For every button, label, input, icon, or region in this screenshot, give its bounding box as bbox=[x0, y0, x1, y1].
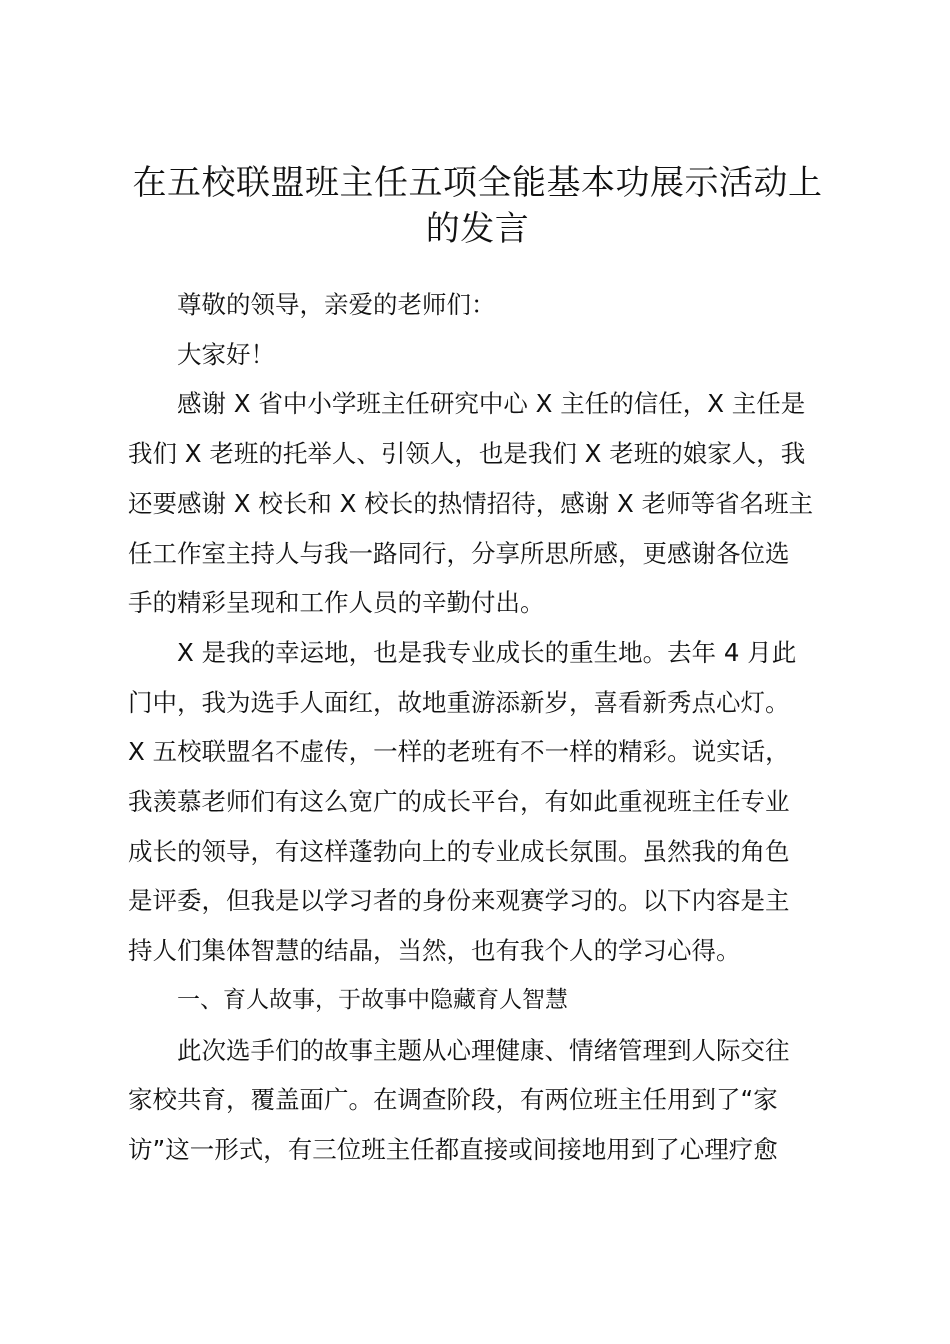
section-heading: 一、育人故事，于故事中隐藏育人智慧 bbox=[177, 986, 568, 1013]
paragraph-line: 是评委，但我是以学习者的身份来观赛学习的。以下内容是主 bbox=[128, 886, 790, 916]
paragraph-line: 持人们集体智慧的结晶，当然，也有我个人的学习心得。 bbox=[128, 936, 741, 966]
paragraph-line: 成长的领导，有这样蓬勃向上的专业成长氛围。虽然我的角色 bbox=[128, 836, 790, 866]
paragraph-line: 还要感谢 X 校长和 X 校长的热情招待，感谢 X 老师等省名班主 bbox=[128, 488, 814, 518]
paragraph-line: 任工作室主持人与我一路同行，分享所思所感，更感谢各位选 bbox=[128, 538, 790, 568]
paragraph bbox=[128, 379, 833, 628]
paragraph-line: 手的精彩呈现和工作人员的辛勤付出。 bbox=[128, 588, 545, 618]
paragraph-line: X 是我的幸运地，也是我专业成长的重生地。去年 4 月此 bbox=[177, 637, 797, 667]
paragraph-line: 此次选手们的故事主题从心理健康、情绪管理到人际交往 bbox=[177, 1035, 790, 1065]
paragraph-line: X 五校联盟名不虚传，一样的老班有不一样的精彩。说实话， bbox=[128, 737, 790, 767]
paragraph bbox=[128, 628, 833, 976]
paragraph-line: 访”这一形式，有三位班主任都直接或间接地用到了心理疗愈 bbox=[128, 1134, 778, 1164]
paragraph-line: 我们 X 老班的托举人、引领人，也是我们 X 老班的娘家人，我 bbox=[128, 439, 806, 469]
document-title bbox=[120, 160, 835, 252]
paragraph-line: 我羡慕老师们有这么宽广的成长平台，有如此重视班主任专业 bbox=[128, 787, 790, 817]
paragraph-line: 家校共育，覆盖面广。在调查阶段，有两位班主任用到了“家 bbox=[128, 1085, 778, 1115]
title-line: 的发言 bbox=[425, 209, 530, 249]
salutation: 尊敬的领导，亲爱的老师们： bbox=[177, 290, 496, 319]
paragraph bbox=[128, 1026, 833, 1175]
paragraph-line: 感谢 X 省中小学班主任研究中心 X 主任的信任，X 主任是 bbox=[177, 389, 806, 419]
greeting: 大家好！ bbox=[177, 339, 275, 369]
paragraph-line: 门中，我为选手人面红，故地重游添新岁，喜看新秀点心灯。 bbox=[128, 687, 790, 717]
document-body bbox=[128, 280, 833, 1175]
title-line: 在五校联盟班主任五项全能基本功展示活动上 bbox=[132, 163, 823, 203]
